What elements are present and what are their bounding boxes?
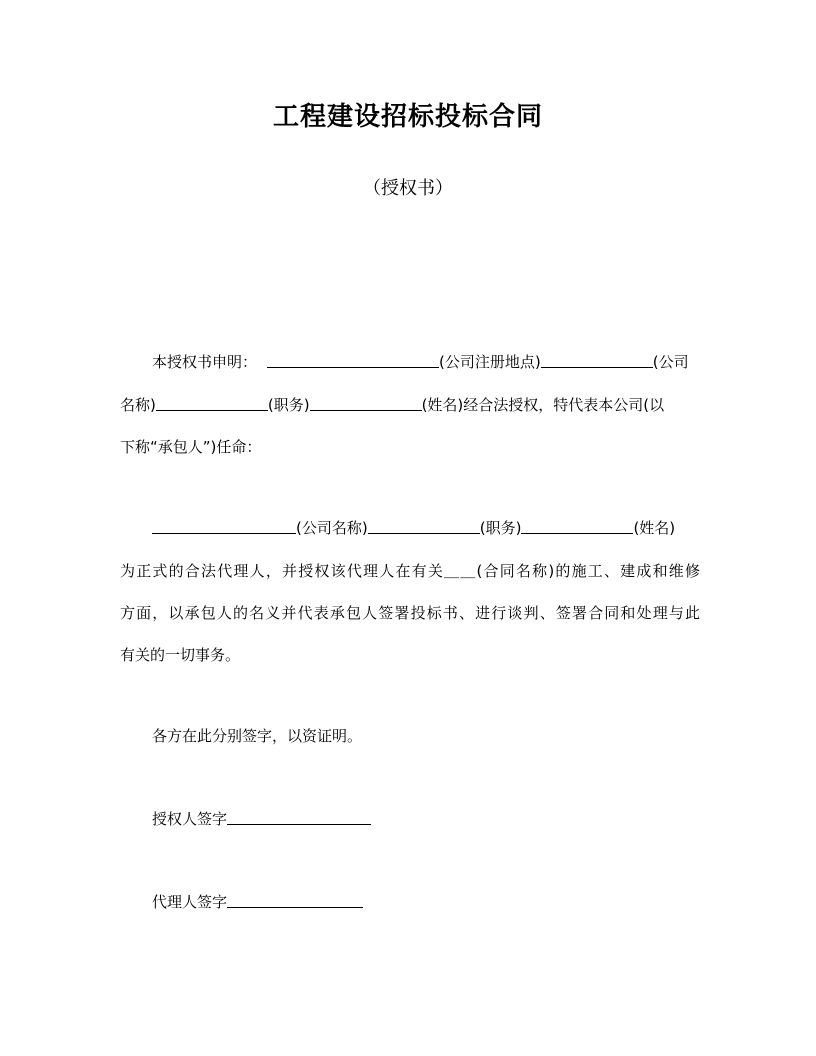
paragraph1-line1	[152, 352, 700, 372]
paragraph2-line1	[152, 518, 700, 538]
company-name-label-start: (公司	[652, 353, 689, 371]
agent-signature-blank[interactable]	[227, 892, 363, 908]
paragraph2-line3: 方面，以承包人的名义并代表承包人签署投标书、进行谈判、签署合同和处理与此	[120, 604, 700, 622]
agent-signature-label: 代理人签字	[152, 893, 228, 911]
paragraph1-line3: 下称“承包人”)任命：	[120, 438, 262, 456]
paragraph3-text: 各方在此分别签字，以资证明。	[152, 727, 363, 745]
agent-position-label: (职务)	[479, 519, 522, 537]
company-name-label-end: 名称)	[120, 396, 156, 414]
agent-company-blank[interactable]	[152, 518, 296, 534]
paragraph2-line2: 为正式的合法代理人，并授权该代理人在有关＿＿(合同名称)的施工、建成和维修	[120, 562, 700, 580]
agent-name-blank[interactable]	[521, 518, 633, 534]
declaration-intro: 本授权书申明：	[152, 353, 258, 371]
name-authorization-text: (姓名)经合法授权，特代表本公司(以	[421, 396, 665, 414]
position-label: (职务)	[267, 396, 310, 414]
paragraph2-line4: 有关的一切事务。	[120, 646, 241, 664]
grantor-signature-label: 授权人签字	[152, 810, 228, 828]
agent-company-label: (公司名称)	[296, 519, 368, 537]
agent-position-blank[interactable]	[368, 518, 480, 534]
agent-signature-line	[152, 892, 700, 912]
name-blank[interactable]	[310, 395, 422, 411]
position-blank[interactable]	[156, 395, 268, 411]
company-name-blank[interactable]	[541, 352, 653, 368]
grantor-signature-line	[152, 809, 700, 829]
agent-name-label: (姓名)	[633, 519, 676, 537]
paragraph1-line2	[120, 395, 700, 415]
registered-address-blank[interactable]	[267, 352, 439, 368]
grantor-signature-blank[interactable]	[227, 809, 371, 825]
document-subtitle: （授权书）	[363, 178, 453, 199]
document-title: 工程建设招标投标合同	[272, 102, 543, 132]
registered-address-label: (公司注册地点)	[439, 353, 541, 371]
